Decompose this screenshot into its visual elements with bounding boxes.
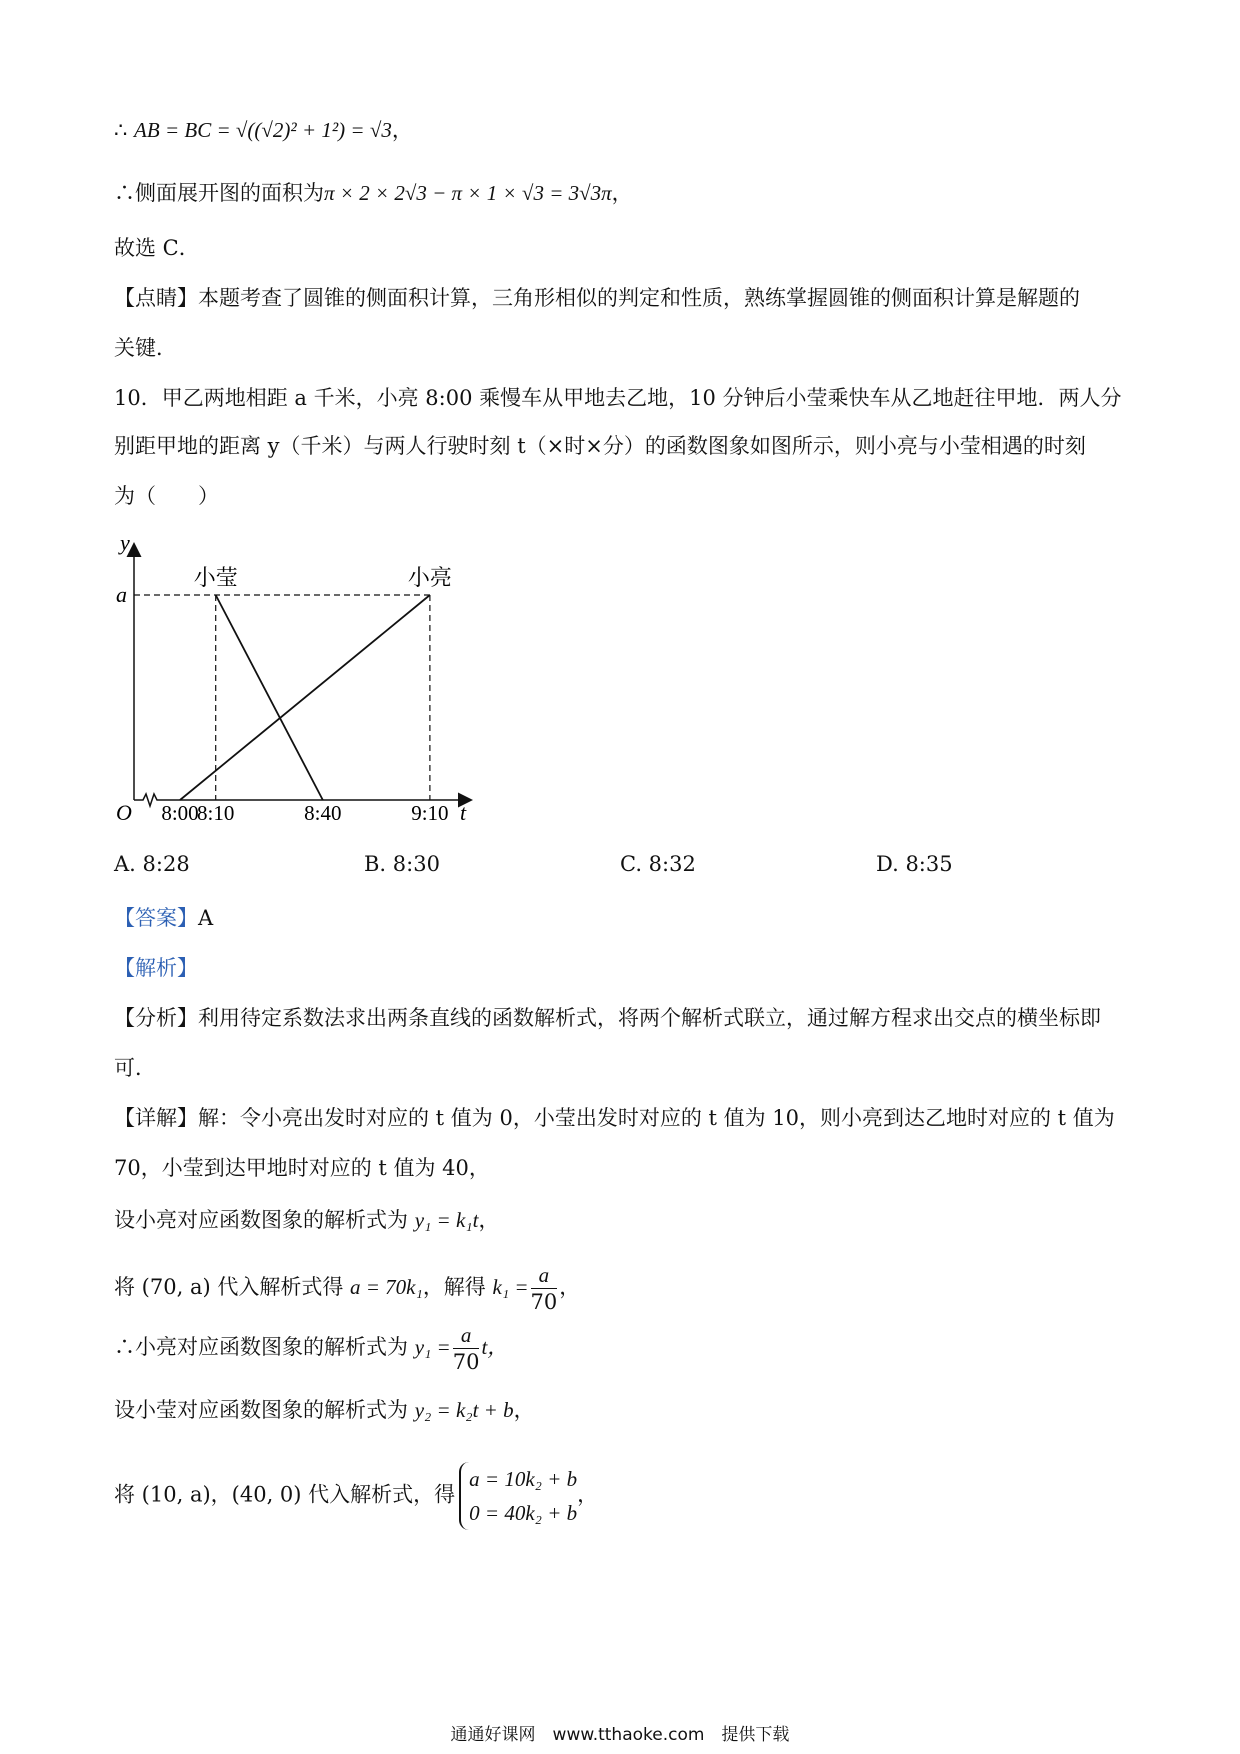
lateral-area-text: ∴侧面展开图的面积为 — [114, 181, 324, 205]
text: 将 (10, a)，(40, 0) 代入解析式，得 — [114, 1482, 456, 1507]
option-b: B. 8:30 — [364, 852, 440, 876]
therefore-symbol: ∴ — [114, 118, 135, 142]
answer-line — [114, 903, 213, 933]
x-tick-label-2: 8:40 — [304, 801, 342, 825]
series-line-0 — [216, 595, 323, 800]
question-10-line-2: 别距甲地的距离 y（千米）与两人行驶时刻 t（×时×分）的函数图象如图所示，则小亮与小莹相遇的时刻 — [114, 434, 1086, 458]
step-xiaoliang-setup — [114, 1205, 499, 1235]
analysis-line-1: 【分析】利用待定系数法求出两条直线的函数解析式，将两个解析式联立，通过解方程求出交点的横坐标即 — [114, 1006, 1101, 1030]
x-tick-label-1: 8:10 — [197, 801, 235, 825]
equation-1: a = 10k₂ + b — [469, 1467, 578, 1491]
numerator: a — [531, 1262, 558, 1289]
series-line-1 — [180, 595, 430, 800]
step-xiaoying-setup — [114, 1395, 535, 1425]
series-label-1: 小亮 — [407, 566, 452, 591]
text: 设小亮对应函数图象的解析式为 — [114, 1208, 415, 1232]
series-label-0: 小莹 — [193, 566, 238, 591]
y-axis-label: y — [120, 530, 130, 555]
x-axis-label: t — [460, 800, 467, 825]
punct: ， — [391, 118, 413, 142]
origin-label: O — [116, 800, 132, 825]
detail-line-2: 70，小莹到达甲地时对应的 t 值为 40， — [114, 1156, 490, 1180]
footer-watermark: 通通好课网 www.tthaoke.com 提供下载 — [450, 1725, 790, 1745]
step-xiaoliang-result — [114, 1322, 508, 1375]
answer-label: 【答案】 — [114, 906, 198, 930]
text: 设小莹对应函数图象的解析式为 — [114, 1398, 415, 1422]
text: 将 (70, a) 代入解析式得 — [114, 1275, 351, 1299]
x-tick-label-3: 9:10 — [411, 801, 449, 825]
equation: y₁ = k₁t — [414, 1208, 479, 1232]
equation-2: 0 = 40k₂ + b — [469, 1501, 578, 1525]
punct: ， — [577, 1482, 599, 1507]
equation: y₂ = k₂t + b — [414, 1398, 514, 1422]
line-choose-c: 故选 C． — [114, 236, 200, 260]
question-10-line-1: 10．甲乙两地相距 a 千米，小亮 8:00 乘慢车从甲地去乙地，10 分钟后小莹乘快车从乙地赶往甲地．两人分 — [114, 386, 1122, 410]
fraction — [453, 1322, 480, 1375]
option-c: C. 8:32 — [620, 852, 696, 876]
distance-time-chart — [110, 530, 490, 840]
step-substitute-system — [114, 1462, 598, 1530]
detail-line-1: 【详解】解：令小亮出发时对应的 t 值为 0，小莹出发时对应的 t 值为 10，则小亮到达乙地时对应的 t 值为 — [114, 1106, 1115, 1130]
punct: ， — [559, 1275, 581, 1299]
numerator: a — [453, 1322, 480, 1349]
x-tick-label-0: 8:00 — [161, 801, 199, 825]
analysis-label: 【解析】 — [114, 956, 198, 980]
line-lateral-area — [114, 178, 633, 208]
equation: k₁ = — [492, 1275, 529, 1299]
punct: ， — [513, 1398, 535, 1422]
punct: ， — [611, 181, 633, 205]
equation-ab-bc: AB = BC = √((√2)² + 1²) = √3 — [134, 118, 392, 142]
text: ，解得 — [422, 1275, 493, 1299]
option-d: D. 8:35 — [876, 852, 953, 876]
line-ab-bc — [114, 115, 413, 145]
line-comment-cont: 关键． — [114, 336, 177, 360]
fraction — [531, 1262, 558, 1315]
denominator: 70 — [530, 1290, 558, 1314]
analysis-line-2: 可． — [114, 1056, 156, 1080]
equation-tail: t， — [481, 1335, 509, 1359]
line-comment: 【点睛】本题考查了圆锥的侧面积计算，三角形相似的判定和性质，熟练掌握圆锥的侧面积计算是解题的 — [114, 286, 1080, 310]
answer-value: A — [198, 906, 214, 930]
equation-system — [459, 1462, 577, 1530]
equation-lateral-area: π × 2 × 2√3 − π × 1 × √3 = 3√3π — [324, 181, 612, 205]
punct: ， — [478, 1208, 500, 1232]
option-a: A. 8:28 — [114, 852, 190, 876]
equation: a = 70k₁ — [350, 1275, 423, 1299]
question-10-line-3: 为（ ） — [114, 484, 219, 508]
denominator: 70 — [452, 1350, 480, 1374]
step-substitute-70 — [114, 1262, 580, 1315]
y-tick-label-0: a — [116, 582, 127, 607]
equation: y₁ = — [414, 1335, 451, 1359]
text: ∴小亮对应函数图象的解析式为 — [114, 1335, 415, 1359]
